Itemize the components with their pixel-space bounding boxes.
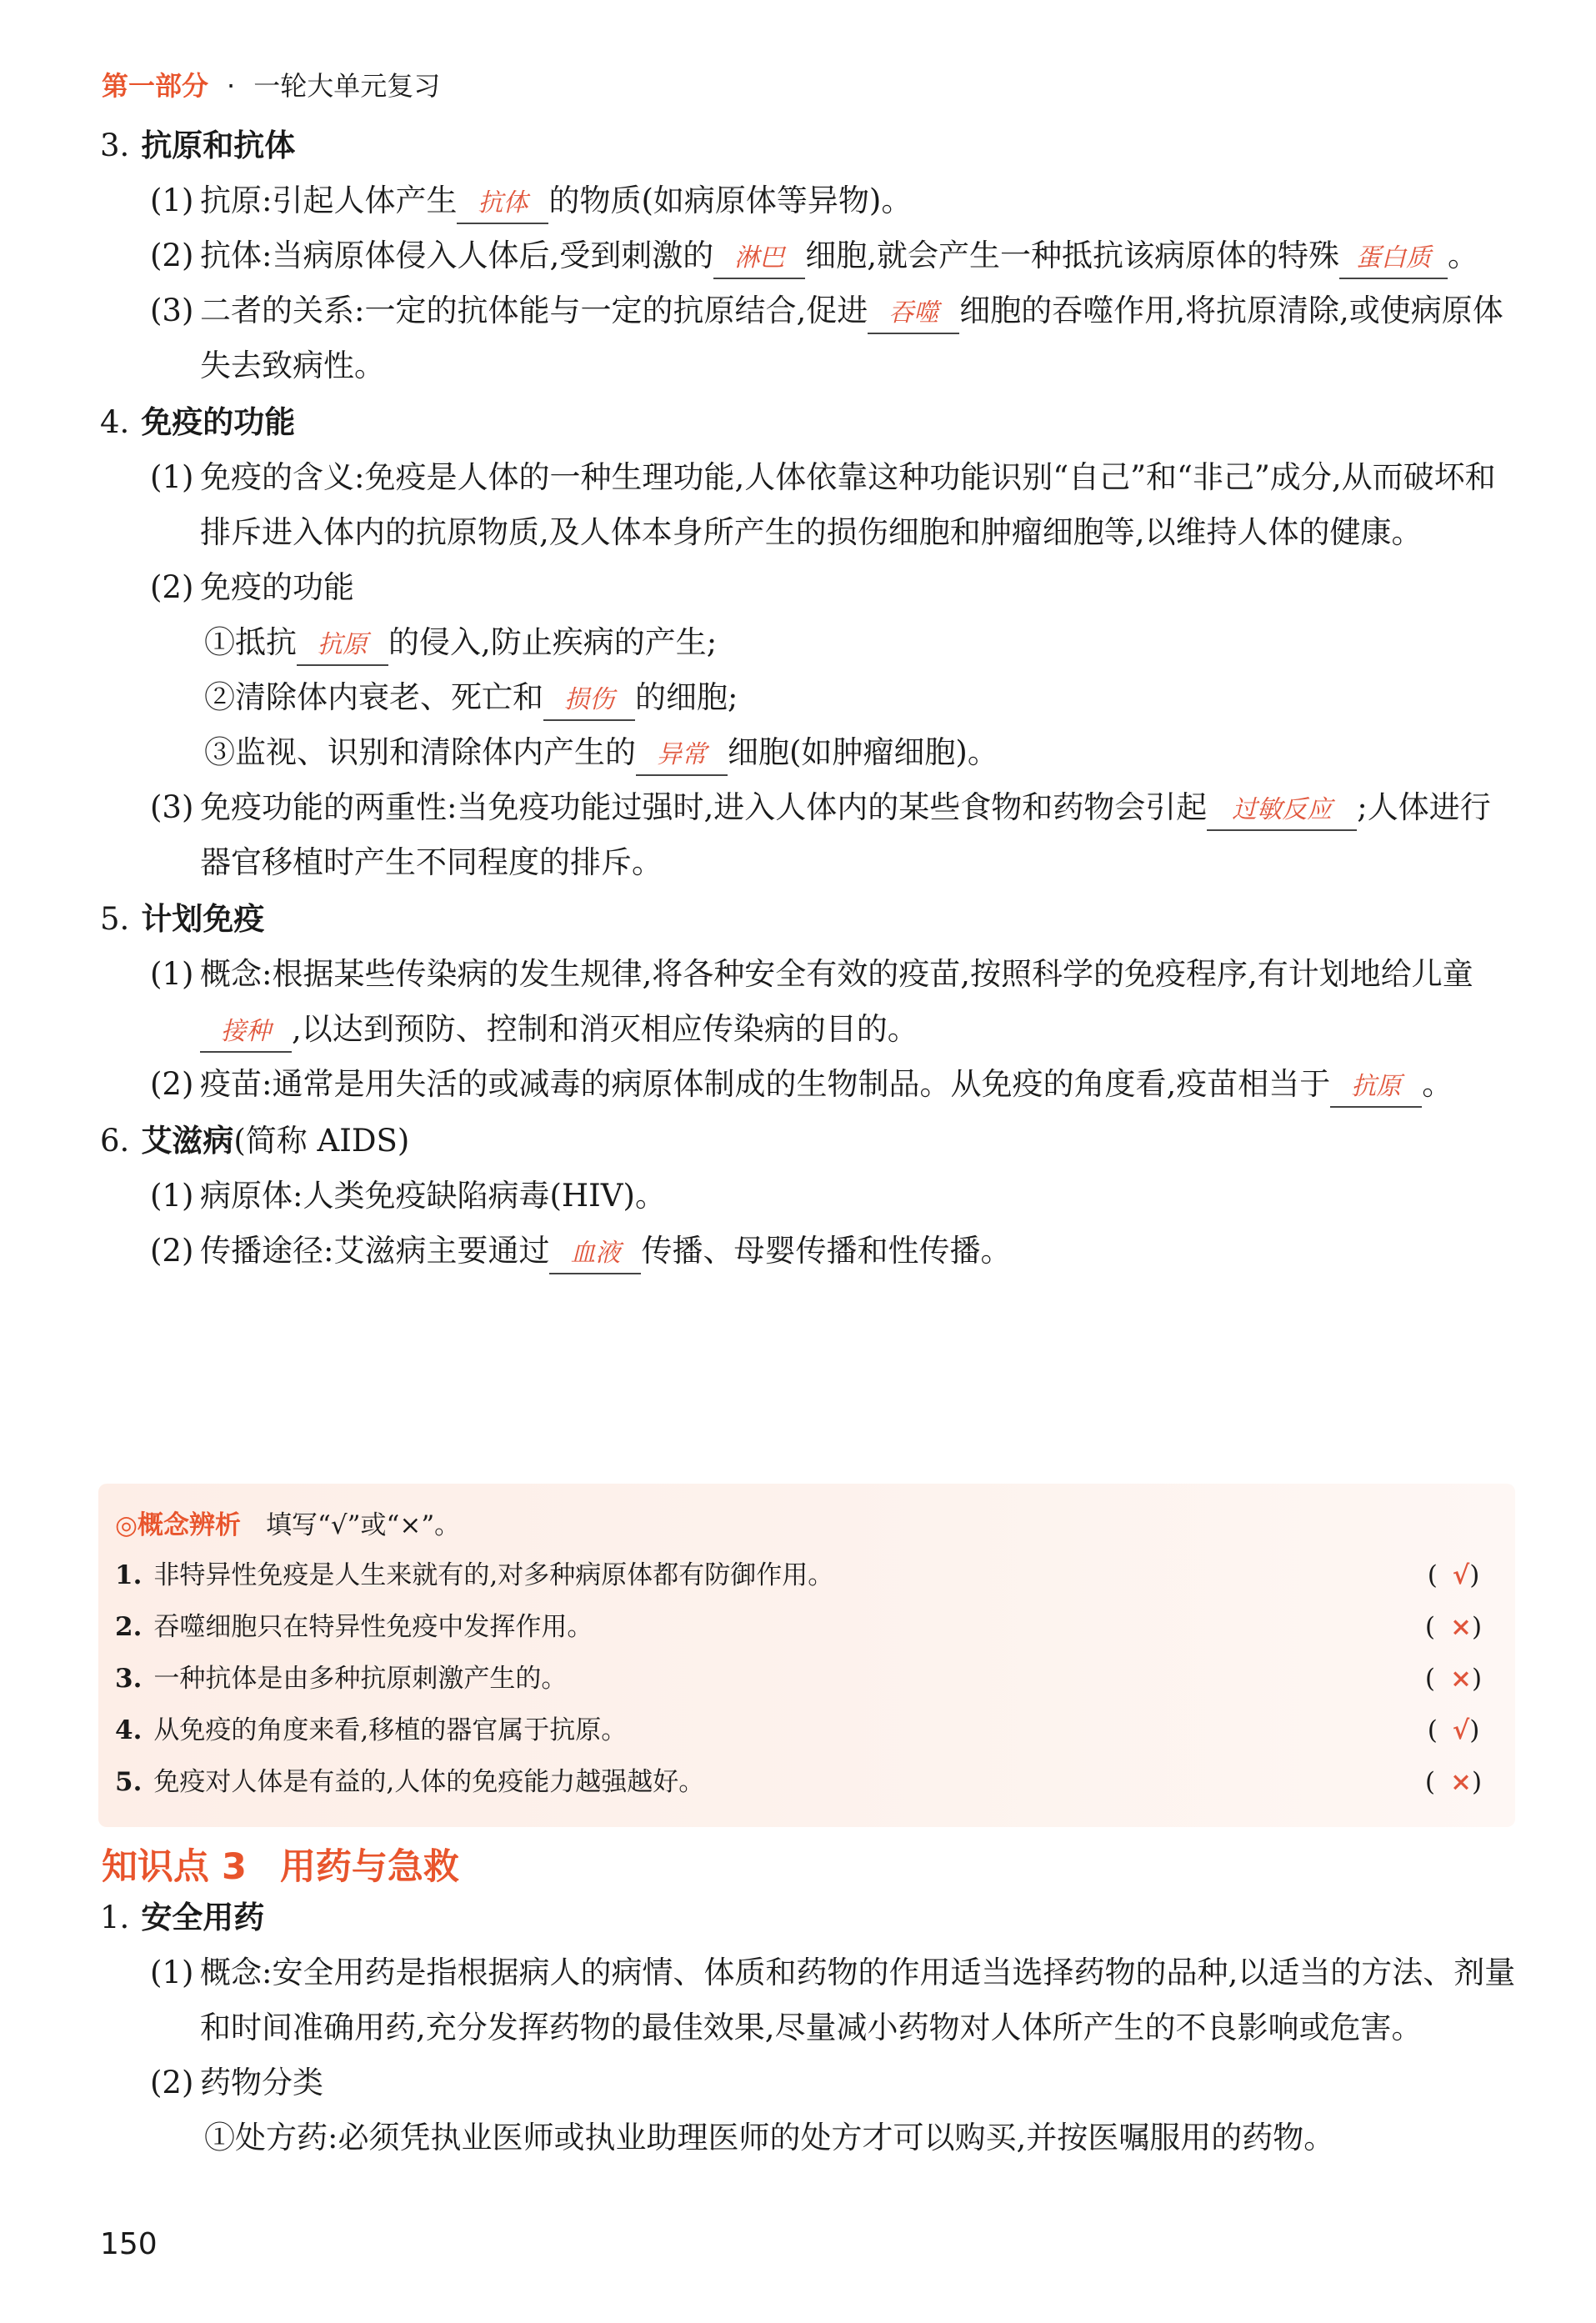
s4-p1: (1) 免疫的含义:免疫是人体的一种生理功能,人体依靠这种功能识别“自己”和“非己”成分,从而破坏和排斥进入体内的抗原物质,及人体本身所产生的损伤细胞和肿瘤细胞等,以维持人体的健康。 [150, 459, 1496, 550]
s3-p2: (2) 抗体:当病原体侵入人体后,受到刺激的 淋巴 细胞,就会产生一种抵抗该病原体的特殊 蛋白质 。 [150, 228, 1517, 283]
answer-mark: × [1450, 1664, 1472, 1694]
main-content [100, 117, 1517, 1279]
s6-p2: (2) 传播途径:艾滋病主要通过 血液 传播、母婴传播和性传播。 [150, 1224, 1517, 1279]
answer-paren: (√) [1427, 1715, 1495, 1745]
section-6-heading: 6. 艾滋病(简称 AIDS) [100, 1122, 410, 1159]
s4-p3: (3) 免疫功能的两重性:当免疫功能过强时,进入人体内的某些食物和药物会引起 过敏反应 ;人体进行器官移植时产生不同程度的排斥。 [150, 789, 1491, 880]
concept-item: 5. 免疫对人体是有益的,人体的免疫能力越强越好。 (×) [115, 1757, 1507, 1807]
page-number: 150 [100, 2227, 158, 2261]
answer-blank: 抗原 [1330, 1068, 1422, 1108]
answer-blank: 抗原 [297, 626, 388, 666]
section-5-heading: 5. 计划免疫 [100, 900, 265, 937]
section-3-heading: 3. 抗原和抗体 [100, 127, 296, 163]
s4-item-1: ①抵抗 抗原 的侵入,防止疾病的产生; [100, 615, 1517, 670]
answer-mark: × [1450, 1767, 1472, 1797]
section-4-heading: 4. 免疫的功能 [100, 403, 296, 440]
header-dot: · [227, 70, 236, 102]
s4-item-3: ③监视、识别和清除体内产生的 异常 细胞(如肿瘤细胞)。 [100, 725, 1517, 780]
concept-item: 3. 一种抗体是由多种抗原刺激产生的。 (×) [115, 1654, 1507, 1704]
answer-paren: (×) [1424, 1664, 1498, 1694]
k3-item-1: ①处方药:必须凭执业医师或执业助理医师的处方才可以购买,并按医嘱服用的药物。 [204, 2120, 1335, 2155]
concept-item: 1. 非特异性免疫是人生来就有的,对多种病原体都有防御作用。 (√) [115, 1550, 1507, 1600]
k3-section-1-heading: 1. 安全用药 [100, 1899, 265, 1935]
knowledge-point-content [100, 1889, 1517, 2165]
k3-p2: (2) 药物分类 [150, 2065, 323, 2100]
k3-p1: (1) 概念:安全用药是指根据病人的病情、体质和药物的作用适当选择药物的品种,以适当的方法、剂量和时间准确用药,充分发挥药物的最佳效果,尽量减小药物对人体所产生的不良影响或危害。 [150, 1955, 1516, 2045]
header-title: 一轮大单元复习 [253, 70, 441, 102]
answer-blank: 抗体 [457, 184, 548, 224]
s3-p1: (1) 抗原:引起人体产生 抗体 的物质(如病原体等异物)。 [150, 173, 1517, 228]
s4-item-2: ②清除体内衰老、死亡和 损伤 的细胞; [100, 670, 1517, 725]
answer-paren: (√) [1427, 1560, 1495, 1590]
answer-mark: √ [1452, 1715, 1470, 1745]
answer-paren: (×) [1424, 1612, 1498, 1642]
answer-blank: 异常 [636, 736, 728, 776]
s4-p2: (2) 免疫的功能 [150, 569, 354, 605]
page-header [102, 65, 440, 103]
answer-blank: 过敏反应 [1207, 791, 1357, 831]
s3-p3: (3) 二者的关系:一定的抗体能与一定的抗原结合,促进 吞噬 细胞的吞噬作用,将抗原清除,或使病原体失去致病性。 [150, 293, 1503, 383]
concept-item: 2. 吞噬细胞只在特异性免疫中发挥作用。 (×) [115, 1602, 1507, 1652]
answer-paren: (×) [1424, 1767, 1498, 1797]
answer-mark: √ [1452, 1560, 1470, 1590]
part-label: 第一部分 [102, 70, 209, 102]
answer-blank: 血液 [549, 1234, 641, 1274]
answer-blank: 淋巴 [713, 239, 805, 279]
concept-item: 4. 从免疫的角度来看,移植的器官属于抗原。 (√) [115, 1705, 1507, 1755]
s6-p1: (1) 病原体:人类免疫缺陷病毒(HIV)。 [150, 1178, 666, 1214]
s5-p1: (1) 概念:根据某些传染病的发生规律,将各种安全有效的疫苗,按照科学的免疫程序,有计划地给儿童接种 ,以达到预防、控制和消灭相应传染病的目的。 [150, 947, 1517, 1057]
answer-blank: 接种 [200, 1013, 292, 1053]
s5-p2: (2) 疫苗:通常是用失活的或减毒的病原体制成的生物制品。从免疫的角度看,疫苗相当于 抗原 。 [150, 1057, 1517, 1112]
answer-blank: 吞噬 [868, 294, 959, 334]
concept-check-box [98, 1484, 1515, 1827]
knowledge-point-heading: 知识点 3 用药与急救 [102, 1846, 459, 1888]
answer-mark: × [1450, 1612, 1472, 1642]
concept-title: ◎概念辨析 填写“√”或“×”。 [115, 1510, 461, 1540]
answer-blank: 损伤 [543, 681, 635, 721]
answer-blank: 蛋白质 [1339, 239, 1448, 279]
